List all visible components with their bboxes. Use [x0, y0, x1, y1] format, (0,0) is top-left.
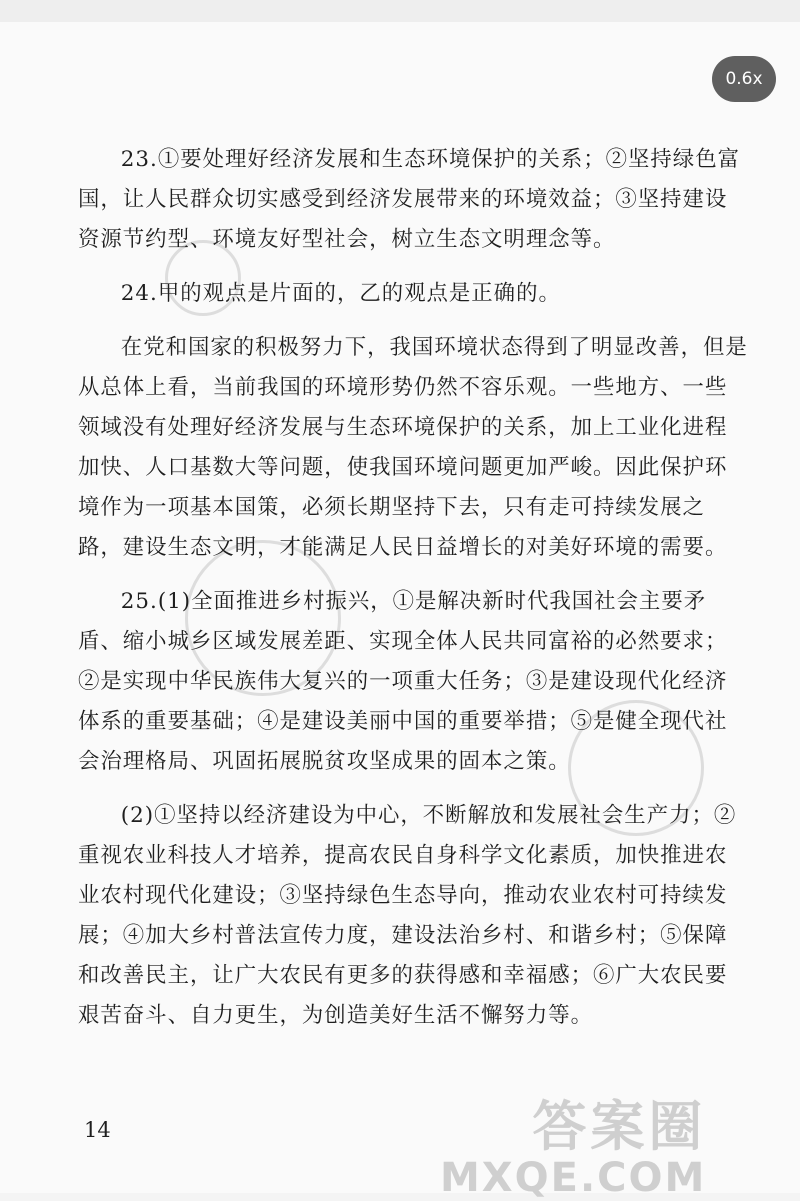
page-number: 14	[84, 1118, 111, 1142]
watermark-logo-text: 答案圈	[532, 1095, 707, 1158]
answer-paragraph: (2)①坚持以经济建设为中心，不断解放和发展社会生产力；②重视农业科技人才培养，提高农民自身科学文化素质，加快推进农业农村现代化建设；③坚持绿色生态导向，推动农业农村可持续发展；④加大乡村普法宣传力度，建设法治乡村、和谐乡村；⑤保障和改善民主，让广大农民有更多的获得感和幸福感；⑥广大农民要艰苦奋斗、自力更生，为创造美好生活不懈努力等。	[78, 803, 737, 1028]
site-watermark	[440, 1095, 707, 1201]
answer-paragraph: 23.①要处理好经济发展和生态环境保护的关系；②坚持绿色富国，让人民群众切实感受到经济发展带来的环境效益；③坚持建设资源节约型、环境友好型社会，树立生态文明理念等。	[78, 147, 740, 252]
answer-text	[78, 140, 748, 1050]
answer-paragraph: 在党和国家的积极努力下，我国环境状态得到了明显改善，但是从总体上看，当前我国的环境形势仍然不容乐观。一些地方、一些领域没有处理好经济发展与生态环境保护的关系，加上工业化进程加快、人口基数大等问题，使我国环境问题更加严峻。因此保护环境作为一项基本国策，必须长期坚持下去，只有走可持续发展之路，建设生态文明，才能满足人民日益增长的对美好环境的需要。	[78, 335, 748, 560]
answer-paragraph: 25.(1)全面推进乡村振兴，①是解决新时代我国社会主要矛盾、缩小城乡区域发展差距、实现全体人民共同富裕的必然要求；②是实现中华民族伟大复兴的一项重大任务；③是建设现代化经济体系的重要基础；④是建设美丽中国的重要举措；⑤是健全现代社会治理格局、巩固拓展脱贫攻坚成果的固本之策。	[78, 589, 728, 774]
top-bar	[0, 0, 800, 22]
watermark-url: MXQE.COM	[440, 1155, 707, 1201]
zoom-level-badge[interactable]: 0.6x	[712, 56, 776, 102]
answer-paragraph: 24.甲的观点是片面的，乙的观点是正确的。	[120, 281, 561, 306]
